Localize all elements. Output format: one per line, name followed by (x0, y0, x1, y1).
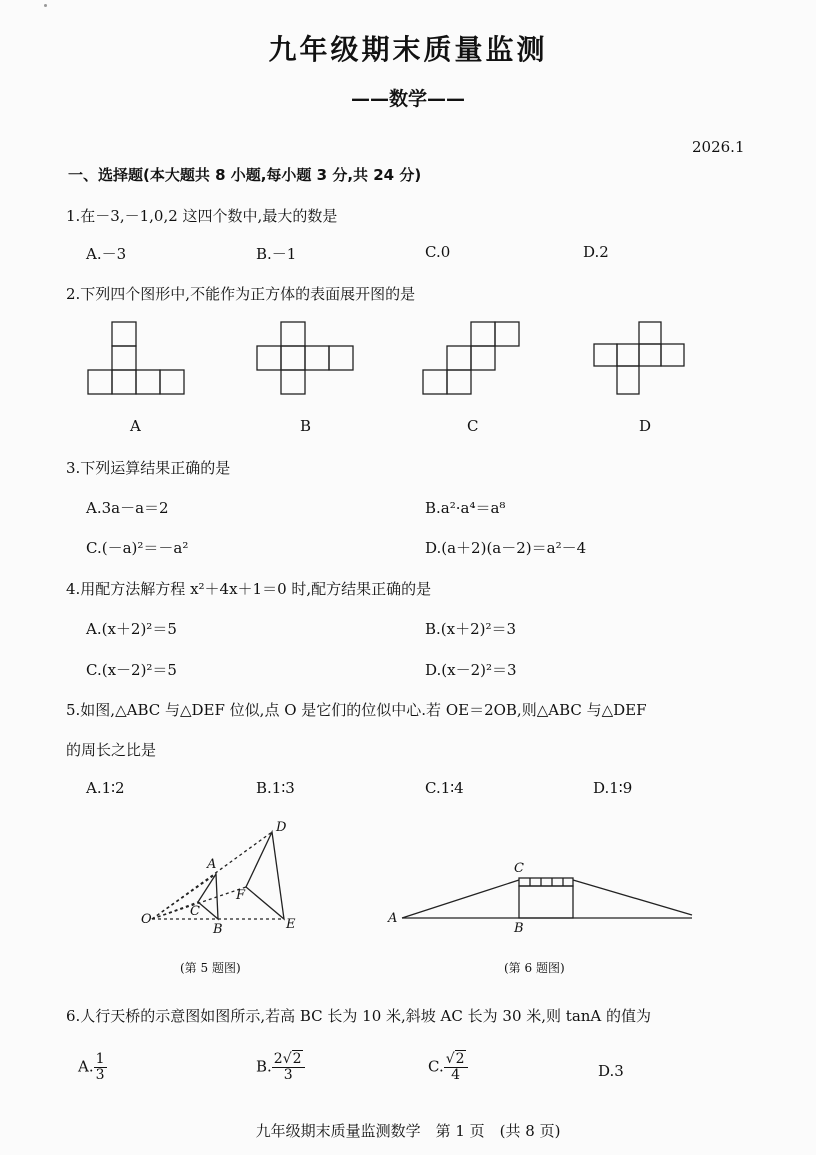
numerator: 1 (95, 1051, 105, 1067)
denominator: 3 (95, 1067, 105, 1083)
radicand: 2 (292, 1051, 302, 1067)
q1-option-b: B.－1 (256, 245, 297, 263)
fig6-caption: (第 6 题图) (504, 961, 565, 975)
net-label-b: B (300, 417, 312, 435)
q5-option-a: A.1∶2 (86, 779, 125, 797)
fig5-label-o: O (141, 912, 152, 927)
q1-option-c: C.0 (425, 243, 451, 261)
fig6-label-c: C (514, 861, 524, 876)
q4-option-b: B.(x＋2)²＝3 (425, 620, 517, 638)
denominator: 3 (283, 1067, 293, 1083)
q6-option-a (78, 1052, 107, 1083)
net-label-a: A (130, 417, 141, 435)
q5-option-c: C.1∶4 (425, 779, 464, 797)
q5-option-b: B.1∶3 (256, 779, 295, 797)
q3-option-c: C.(－a)²＝－a² (86, 539, 189, 557)
q6-option-d (598, 1062, 624, 1080)
fig5-label-c: C (190, 904, 200, 919)
q6-option-c (428, 1052, 468, 1083)
q6-option-b (256, 1052, 305, 1083)
exam-date: 2026.1 (692, 138, 745, 156)
q6-option-b-prefix: B. (256, 1057, 272, 1076)
fig5-label-d: D (276, 820, 287, 835)
fig6-label-a: A (388, 911, 398, 926)
fraction (94, 1052, 107, 1083)
fig5-caption: (第 5 题图) (180, 961, 241, 975)
section-heading: 一、选择题(本大题共 8 小题,每小题 3 分,共 24 分) (68, 166, 422, 184)
radicand: 2 (455, 1051, 465, 1067)
q5-option-d: D.1∶9 (593, 779, 633, 797)
question-4-stem: 4.用配方法解方程 x²＋4x＋1＝0 时,配方结果正确的是 (66, 580, 432, 598)
q4-option-d: D.(x－2)²＝3 (425, 661, 517, 679)
numerator (272, 1052, 305, 1068)
q6-option-d-prefix: D. (598, 1062, 615, 1080)
sqrt-sign: √2 (282, 1051, 302, 1067)
q1-option-d: D.2 (583, 243, 609, 261)
q6-option-c-prefix: C. (428, 1057, 444, 1076)
fraction (272, 1052, 305, 1083)
q3-option-d: D.(a＋2)(a－2)＝a²－4 (425, 539, 587, 557)
q4-option-c: C.(x－2)²＝5 (86, 661, 177, 679)
subject-subtitle: ——数学—— (350, 88, 465, 110)
sqrt-sign: √2 (445, 1051, 465, 1067)
q3-option-a: A.3a－a＝2 (86, 499, 169, 517)
fig5-label-a: A (207, 857, 217, 872)
question-6-stem: 6.人行天桥的示意图如图所示,若高 BC 长为 10 米,斜坡 AC 长为 30 米,则 tanA 的值为 (66, 1007, 652, 1025)
exam-title: 九年级期末质量监测 (268, 33, 548, 66)
q6-option-d-value: 3 (614, 1062, 624, 1080)
denominator: 4 (451, 1067, 461, 1083)
q1-option-a: A.－3 (86, 245, 127, 263)
q6-option-a-prefix: A. (78, 1057, 94, 1076)
fraction (444, 1052, 468, 1083)
fig5-label-b: B (213, 922, 223, 937)
q3-option-b: B.a²·a⁴＝a⁸ (425, 499, 506, 517)
fig5-label-f: F (236, 888, 246, 903)
numerator (444, 1052, 468, 1068)
net-label-c: C (467, 417, 479, 435)
fig6-label-b: B (514, 921, 524, 936)
question-3-stem: 3.下列运算结果正确的是 (66, 459, 231, 477)
net-label-d: D (639, 417, 652, 435)
question-5-stem-line1: 5.如图,△ABC 与△DEF 位似,点 O 是它们的位似中心.若 OE＝2OB,则△ABC 与△DEF (66, 701, 647, 719)
fig5-label-e: E (286, 917, 296, 932)
question-2-stem: 2.下列四个图形中,不能作为正方体的表面展开图的是 (66, 285, 416, 303)
page-footer: 九年级期末质量监测数学 第 1 页 (共 8 页) (255, 1122, 561, 1140)
q4-option-a: A.(x＋2)²＝5 (86, 620, 177, 638)
question-1-stem: 1.在－3,－1,0,2 这四个数中,最大的数是 (66, 207, 338, 225)
question-5-stem-line2: 的周长之比是 (66, 741, 157, 759)
coefficient: 2 (273, 1051, 283, 1067)
